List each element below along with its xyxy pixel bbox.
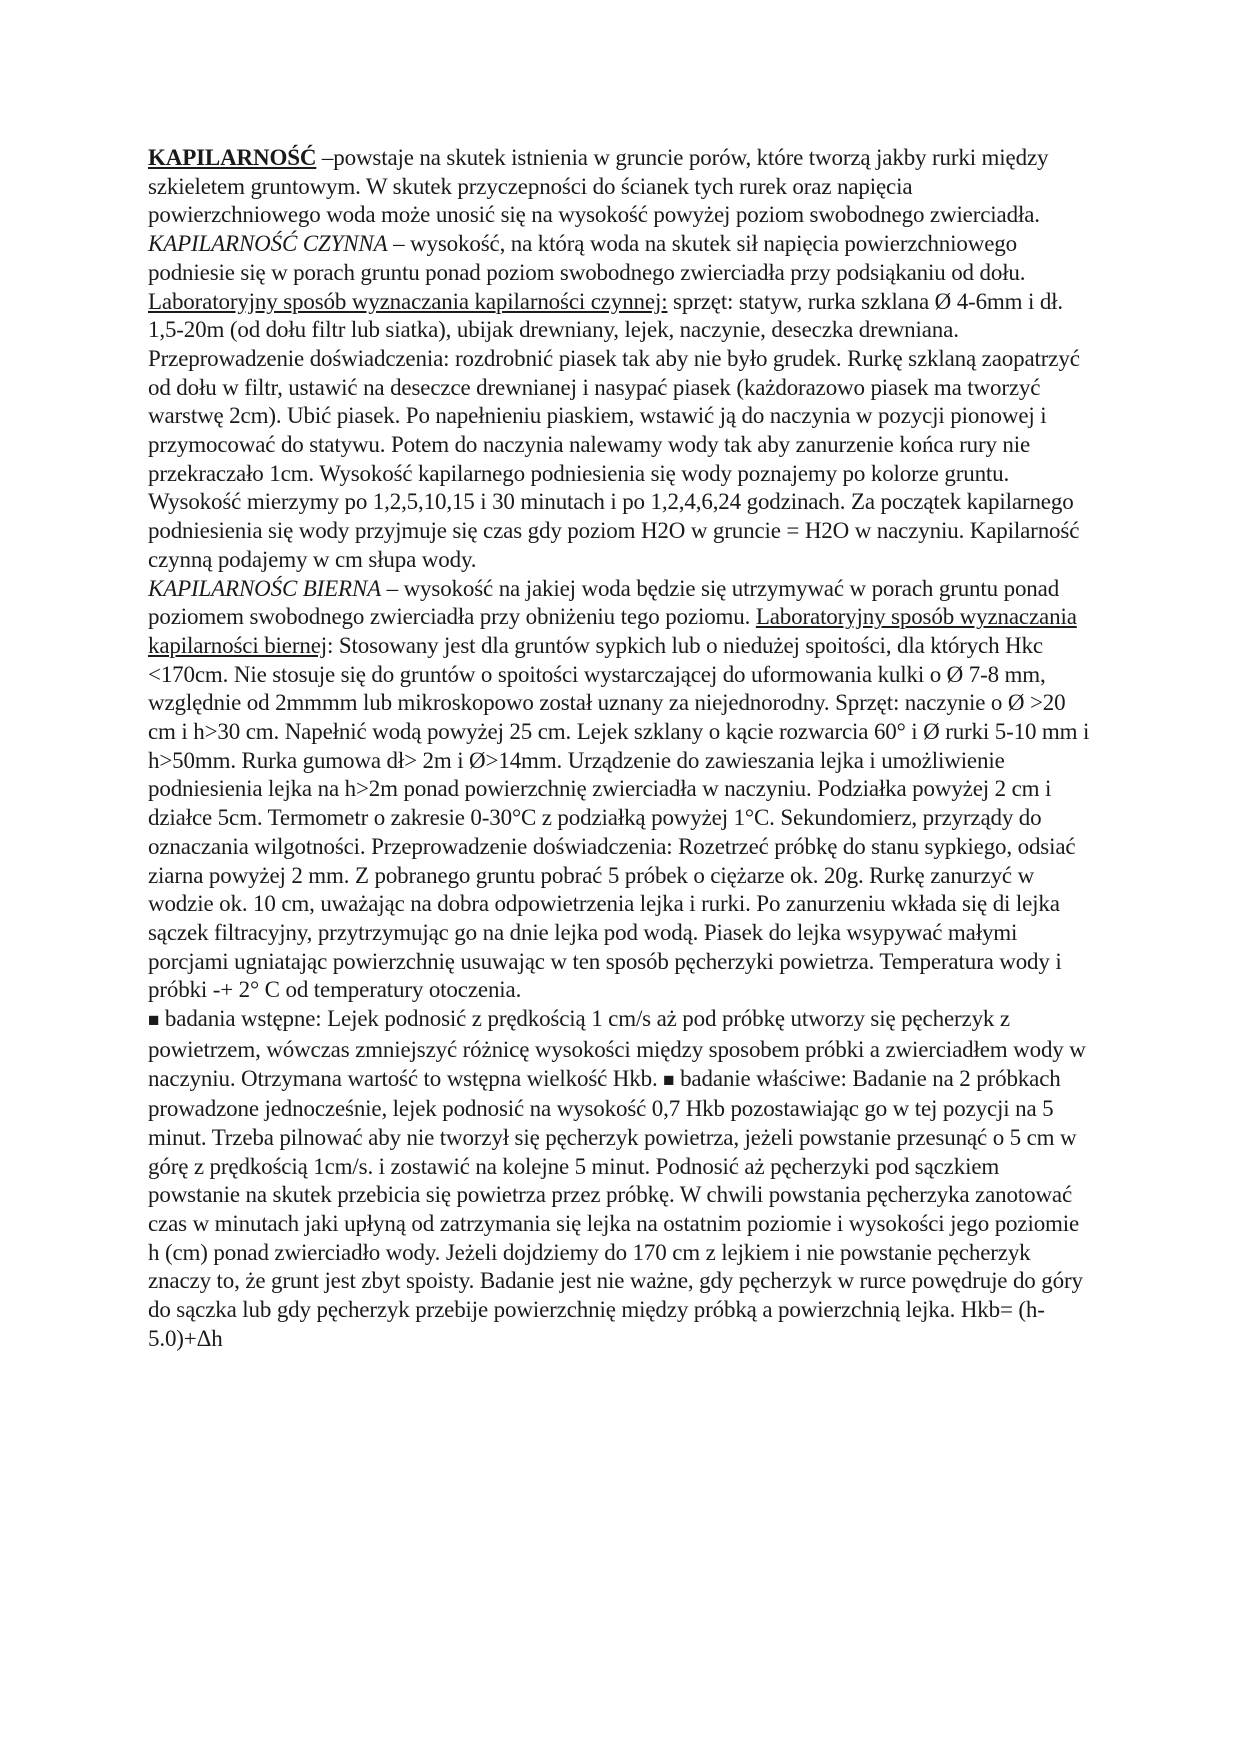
paragraph-text: sprzęt: statyw, rurka szklana Ø 4-6mm i dł. 1,5-20m (od dołu filtr lub siatka), ubijak drewniany, lejek, naczynie, deseczka drewniana. Przeprowadzenie doświadczenia: rozdrobnić piasek tak aby nie było grudek. Rurkę szklaną zaopatrzyć od dołu w filtr, ustawić na deseczce drewnianej i nasypać piasek (każdorazowo piasek ma tworzyć warstwę 2cm). Ubić piasek. Po napełnieniu piaskiem, wstawić ją do naczynia w pozycji pionowej i przymocować do statywu. Potem do naczynia nalewamy wody tak aby zanurzenie końca rury nie przekraczało 1cm. Wysokość kapilarnego podniesienia się wody poznajemy po kolorze gruntu. Wysokość mierzymy po 1,2,5,10,15 i 30 minutach i po 1,2,4,6,24 godzinach. Za początek kapilarnego podniesienia się wody przyjmuje się czas gdy poziom H2O w gruncie = H2O w naczyniu. Kapilarność czynną podajemy w cm słupa wody. (148, 288, 1080, 572)
document-body (148, 144, 1090, 1354)
paragraph-text: : Stosowany jest dla gruntów sypkich lub o niedużej spoitości, dla których Hkc <170cm. Nie stosuje się do gruntów o spoitości wystarczającej do uformowania kulki o Ø 7-8 mm, względnie od 2mmmm lub mikroskopowo został uznany za niejednorodny. Sprzęt: naczynie o Ø >20 cm i h>30 cm. Napełnić wodą powyżej 25 cm. Lejek szklany o kącie rozwarcia 60° i Ø rurki 5-10 mm i h>50mm. Rurka gumowa dł> 2m i Ø>14mm. Urządzenie do zawieszania lejka i umożliwienie podniesienia lejka na h>2m ponad powierzchnię zwierciadła w naczyniu. Podziałka powyżej 2 cm i działce 5cm. Termometr o zakresie 0-30°C z podziałką powyżej 1°C. Sekundomierz, przyrządy do oznaczania wilgotności. Przeprowadzenie doświadczenia: Rozetrzeć próbkę do stanu sypkiego, odsiać ziarna powyżej 2 mm. Z pobranego gruntu pobrać 5 próbek o ciężarze ok. 20g. Rurkę zanurzyć w wodzie ok. 10 cm, uważając na dobra odpowietrzenia lejka i rurki. Po zanurzeniu wkłada się di lejka sączek filtracyjny, przytrzymując go na dnie lejka pod wodą. Piasek do lejka wsypywać małymi porcjami ugniatając powierzchnię usuwając w ten sposób pęcherzyki powietrza. Temperatura wody i próbki -+ 2° C od temperatury otoczenia. (148, 632, 1090, 1003)
paragraph-text: badanie właściwe: Badanie na 2 próbkach prowadzone jednocześnie, lejek podnosić na wysokość 0,7 Hkb pozostawiając go w tej pozycji na 5 minut. Trzeba pilnować aby nie tworzył się pęcherzyk powietrza, jeżeli powstanie przesunąć o 5 cm w górę z prędkością 1cm/s. i zostawić na kolejne 5 minut. Podnosić aż pęcherzyki pod sączkiem powstanie na skutek przebicia się powietrza przez próbkę. W chwili powstania pęcherzyka zanotować czas w minutach jaki upłyną od zatrzymania się lejka na ostatnim poziomie i wysokości jego poziomie h (cm) ponad zwierciadło wody. Jeżeli dojdziemy do 170 cm z lejkiem i nie powstanie pęcherzyk znaczy to, że grunt jest zbyt spoisty. Badanie jest nie ważne, gdy pęcherzyk w rurce powędruje do góry do sączka lub gdy pęcherzyk przebije powierzchnię między próbką a powierzchnią lejka. Hkb= (h-5.0)+Δh (148, 1065, 1083, 1351)
heading-lab-bierna: Laboratoryjny sposób wyznaczania kapilarności biernej (148, 604, 1077, 658)
paragraph-badania (148, 1005, 1090, 1353)
term-kapilarnosc: KAPILARNOŚĆ (148, 145, 317, 170)
paragraph-lab-czynna (148, 288, 1090, 575)
paragraph-text: – wysokość na jakiej woda będzie się utrzymywać w porach gruntu ponad poziomem swobodnego zwierciadła przy obniżeniu tego poziomu. (148, 575, 1060, 630)
paragraph-text: – wysokość, na którą woda na skutek sił napięcia powierzchniowego podniesie się w porach gruntu ponad poziom swobodnego zwierciadła przy podsiąkaniu od dołu. (148, 231, 1026, 285)
paragraph-kapilarnosc (148, 144, 1090, 230)
paragraph-kapilarnosc-bierna (148, 575, 1090, 1006)
heading-lab-czynna: Laboratoryjny sposób wyznaczania kapilarności czynnej: (148, 288, 668, 314)
term-kapilarnosc-bierna: KAPILARNOŚC BIERNA (148, 575, 382, 601)
square-bullet-icon: ■ (663, 1069, 675, 1091)
term-kapilarnosc-czynna: KAPILARNOŚĆ CZYNNA (148, 231, 388, 257)
paragraph-kapilarnosc-czynna (148, 230, 1090, 287)
square-bullet-icon: ■ (148, 1010, 160, 1032)
paragraph-text: badania wstępne: Lejek podnosić z prędkością 1 cm/s aż pod próbkę utworzy się pęcherzyk z powietrzem, wówczas zmniejszyć różnicę wysokości między sposobem próbki a zwierciadłem wody w naczyniu. Otrzymana wartość to wstępna wielkość Hkb. (148, 1006, 1086, 1091)
paragraph-text: –powstaje na skutek istnienia w gruncie porów, które tworzą jakby rurki między szkieletem gruntowym. W skutek przyczepności do ścianek tych rurek oraz napięcia powierzchniowego woda może unosić się na wysokość powyżej poziom swobodnego zwierciadła. (148, 145, 1049, 228)
